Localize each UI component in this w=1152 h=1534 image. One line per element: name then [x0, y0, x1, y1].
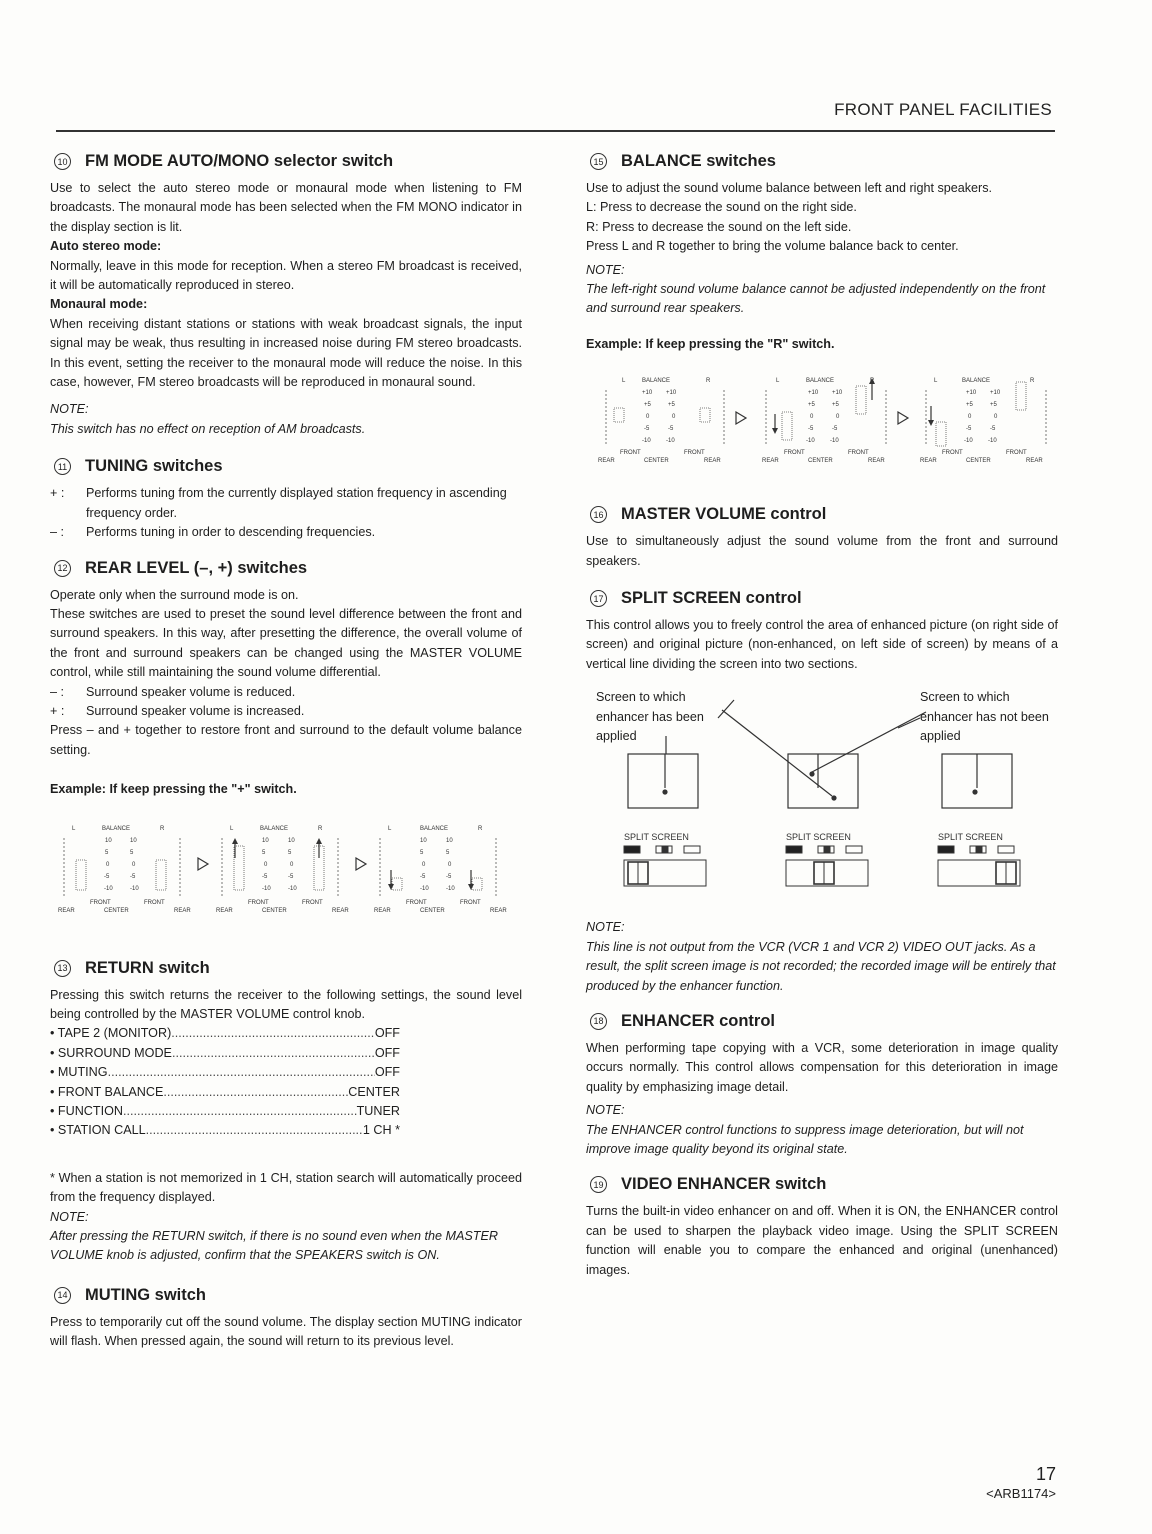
svg-text:-5: -5 [420, 873, 426, 880]
circled-number: 16 [590, 506, 607, 523]
bullet-item: – : Surround speaker volume is reduced. [50, 684, 296, 699]
section-enhancer [586, 1012, 1058, 1159]
arrow-right-icon [736, 412, 746, 424]
subheading: Auto stereo mode: [50, 239, 162, 254]
page-number: 17 [1035, 1464, 1056, 1484]
example-heading: Example: If keep pressing the "R" switch. [586, 336, 835, 351]
paragraph: Normally, leave in this mode for reception. When a stereo FM broadcast is received, it will be automatically reproduced in stereo. [50, 258, 522, 293]
svg-text:CENTER: CENTER [262, 907, 287, 914]
paragraph: R: Press to decrease the sound on the left side. [586, 219, 852, 234]
svg-text:R: R [706, 378, 711, 385]
svg-text:0: 0 [836, 414, 840, 421]
svg-text:-5: -5 [668, 426, 674, 433]
section-title: 15 BALANCE switches [586, 152, 1058, 171]
split-screen-label: SPLIT SCREEN [624, 832, 689, 843]
svg-text:CENTER: CENTER [966, 458, 991, 465]
arrow-right-icon [198, 858, 208, 870]
svg-text:0: 0 [672, 414, 676, 421]
svg-text:-5: -5 [104, 873, 110, 880]
paragraph: Press L and R together to bring the volume balance back to center. [586, 239, 959, 254]
svg-text:L: L [622, 378, 626, 385]
svg-text:R: R [1030, 378, 1035, 385]
svg-text:-10: -10 [642, 438, 651, 445]
svg-text:5: 5 [130, 849, 134, 856]
svg-text:REAR: REAR [332, 907, 349, 914]
example-heading: Example: If keep pressing the "+" switch. [50, 782, 297, 797]
document-code: <ARB1174> [986, 1486, 1056, 1501]
circled-number: 17 [590, 590, 607, 607]
note-text: This line is not output from the VCR (VCR 1 and VCR 2) VIDEO OUT jacks. As a result, the split screen image is not recorded; the recorded image will be entirely that produced by the enhancer function. [586, 939, 1056, 993]
svg-text:0: 0 [968, 414, 972, 421]
svg-text:-10: -10 [830, 438, 839, 445]
note-heading: NOTE: [586, 920, 625, 935]
svg-text:+10: +10 [990, 390, 1001, 397]
return-settings-list [50, 1024, 522, 1140]
circled-number: 11 [54, 458, 71, 475]
svg-text:10: 10 [105, 837, 112, 844]
svg-text:REAR: REAR [704, 458, 721, 465]
svg-text:10: 10 [130, 837, 137, 844]
circled-number: 12 [54, 560, 71, 577]
svg-text:REAR: REAR [598, 458, 615, 465]
section-fm-mode [50, 152, 522, 439]
svg-text:+5: +5 [990, 402, 997, 409]
svg-text:-5: -5 [288, 873, 294, 880]
bullet-item: + : Surround speaker volume is increased. [50, 703, 305, 718]
svg-text:+5: +5 [644, 402, 651, 409]
paragraph: When performing tape copying with a VCR, some deterioration in image quality occurs normally. This control allows compensation for this deterioration in image quality by emphasizing image detail. [586, 1040, 1058, 1094]
svg-text:-5: -5 [966, 426, 972, 433]
tv-screen [788, 754, 858, 808]
svg-text:+10: +10 [642, 390, 653, 397]
svg-text:R: R [318, 825, 323, 832]
list-item: • FRONT BALANCE ..... CENTER [50, 1083, 400, 1102]
bullet-item: + : Performs tuning from the currently displayed station frequency in ascending frequency order. [50, 486, 507, 520]
level-display-diagram [50, 808, 522, 938]
circled-number: 10 [54, 153, 71, 170]
svg-text:0: 0 [132, 861, 136, 868]
section-title: 12 REAR LEVEL (–, +) switches [50, 559, 522, 578]
svg-text:5: 5 [105, 849, 109, 856]
svg-text:FRONT: FRONT [406, 899, 427, 906]
svg-text:0: 0 [646, 414, 650, 421]
paragraph: Use to adjust the sound volume balance between left and right speakers. [586, 181, 993, 195]
svg-text:CENTER: CENTER [104, 907, 129, 914]
svg-text:FRONT: FRONT [942, 450, 963, 457]
svg-text:FRONT: FRONT [684, 450, 705, 457]
section-balance [586, 152, 1058, 487]
svg-text:REAR: REAR [174, 907, 191, 914]
split-screen-label: SPLIT SCREEN [938, 832, 1003, 843]
svg-text:+10: +10 [966, 390, 977, 397]
diagram-text: BALANCE [102, 825, 131, 832]
list-item: • STATION CALL ..... 1 CH * [50, 1121, 400, 1140]
balance-diagram [586, 362, 1058, 487]
svg-text:-5: -5 [446, 873, 452, 880]
circled-number: 18 [590, 1013, 607, 1030]
svg-text:-10: -10 [988, 438, 997, 445]
section-split-screen [586, 589, 1058, 996]
section-title: 10 FM MODE AUTO/MONO selector switch [50, 152, 522, 171]
subheading: Monaural mode: [50, 297, 148, 312]
svg-text:FRONT: FRONT [90, 899, 111, 906]
paragraph: These switches are used to preset the sound level difference between the front and surround speakers. In this way, after presetting the difference, the overall volume of the front and surround speakers can be changed using the MASTER VOLUME control, while still maintaining the sound volume differential. [50, 606, 522, 680]
svg-text:REAR: REAR [216, 907, 233, 914]
svg-text:-5: -5 [808, 426, 814, 433]
svg-text:-5: -5 [644, 426, 650, 433]
svg-text:0: 0 [106, 861, 110, 868]
svg-text:L: L [388, 825, 392, 832]
svg-text:+5: +5 [832, 402, 839, 409]
svg-text:FRONT: FRONT [248, 899, 269, 906]
svg-text:0: 0 [994, 414, 998, 421]
bullet-item: – : Performs tuning in order to descending frequencies. [50, 525, 376, 540]
svg-text:-10: -10 [104, 885, 113, 892]
section-rear-level [50, 559, 522, 943]
svg-text:-10: -10 [964, 438, 973, 445]
svg-text:+5: +5 [668, 402, 675, 409]
svg-text:L: L [776, 378, 780, 385]
svg-text:FRONT: FRONT [302, 899, 323, 906]
svg-text:BALANCE: BALANCE [962, 378, 991, 385]
svg-text:5: 5 [420, 849, 424, 856]
circled-number: 15 [590, 153, 607, 170]
paragraph: When receiving distant stations or stations with weak broadcast signals, the input signal may be weak, thus resulting in increased noise during FM stereo broadcasts. In this event, setting the receiver to the monaural mode will reduce the noise. In this case, however, FM stereo broadcasts will be reproduced in monaural sound. [50, 316, 522, 390]
note-heading: NOTE: [50, 1209, 89, 1224]
label-enhanced: Screen to which enhancer has been applied [596, 690, 704, 744]
note-heading: NOTE: [586, 262, 625, 277]
svg-text:0: 0 [264, 861, 268, 868]
svg-text:REAR: REAR [490, 907, 507, 914]
note-heading: NOTE: [50, 402, 89, 417]
note-text: This switch has no effect on reception of AM broadcasts. [50, 421, 366, 436]
note-heading: NOTE: [586, 1103, 625, 1118]
svg-text:CENTER: CENTER [644, 458, 669, 465]
svg-text:-10: -10 [262, 885, 271, 892]
rear-level-diagram [50, 808, 522, 943]
svg-text:0: 0 [448, 861, 452, 868]
list-item: • MUTING ..... OFF [50, 1063, 400, 1082]
svg-text:FRONT: FRONT [1006, 450, 1027, 457]
svg-text:REAR: REAR [58, 907, 75, 914]
circled-number: 13 [54, 960, 71, 977]
section-title: 17 SPLIT SCREEN control [586, 589, 1058, 608]
svg-text:L: L [934, 378, 938, 385]
section-title: 19 VIDEO ENHANCER switch [586, 1175, 1058, 1194]
section-title: 14 MUTING switch [50, 1286, 522, 1305]
svg-text:-10: -10 [420, 885, 429, 892]
svg-text:10: 10 [262, 837, 269, 844]
svg-text:5: 5 [262, 849, 266, 856]
svg-text:CENTER: CENTER [808, 458, 833, 465]
svg-text:REAR: REAR [1026, 458, 1043, 465]
arrow-right-icon [898, 412, 908, 424]
arrow-down-icon [928, 420, 934, 426]
header-rule [56, 130, 1055, 132]
svg-text:FRONT: FRONT [784, 450, 805, 457]
svg-text:REAR: REAR [762, 458, 779, 465]
circled-number: 14 [54, 1287, 71, 1304]
section-title: 11 TUNING switches [50, 457, 522, 476]
paragraph: Use to simultaneously adjust the sound volume from the front and surround speakers. [586, 534, 1058, 568]
diagram-text: L [72, 825, 76, 832]
svg-text:FRONT: FRONT [848, 450, 869, 457]
paragraph: Pressing this switch returns the receiver to the following settings, the sound level being controlled by the MASTER VOLUME control knob. [50, 987, 522, 1021]
paragraph: Press – and + together to restore front and surround to the default volume balance setting. [50, 723, 522, 757]
section-video-enhancer [586, 1175, 1058, 1280]
split-slider [624, 860, 706, 886]
svg-text:+10: +10 [832, 390, 843, 397]
list-item: • TAPE 2 (MONITOR) ..... OFF [50, 1024, 400, 1043]
svg-text:+10: +10 [666, 390, 677, 397]
svg-text:10: 10 [288, 837, 295, 844]
svg-text:5: 5 [288, 849, 292, 856]
arrow-down-icon [468, 884, 474, 890]
balance-display-diagram [586, 362, 1058, 482]
svg-text:BALANCE: BALANCE [806, 378, 835, 385]
svg-text:BALANCE: BALANCE [260, 825, 289, 832]
svg-text:REAR: REAR [374, 907, 391, 914]
paragraph: This control allows you to freely control the area of enhanced picture (on right side of screen) and original picture (non-enhanced, on left side of screen) by means of a vertical line dividing the screen into two sections. [586, 618, 1058, 671]
svg-text:5: 5 [446, 849, 450, 856]
section-return [50, 959, 522, 1266]
svg-text:-5: -5 [990, 426, 996, 433]
page-header: FRONT PANEL FACILITIES [834, 100, 1052, 119]
svg-text:CENTER: CENTER [420, 907, 445, 914]
arrow-right-icon [356, 858, 366, 870]
tv-screen [628, 754, 698, 808]
svg-text:BALANCE: BALANCE [420, 825, 449, 832]
svg-text:L: L [230, 825, 234, 832]
svg-text:-10: -10 [288, 885, 297, 892]
svg-text:-5: -5 [130, 873, 136, 880]
svg-text:R: R [478, 825, 483, 832]
section-master-volume [586, 505, 1058, 571]
svg-text:+5: +5 [966, 402, 973, 409]
arrow-down-icon [772, 428, 778, 434]
paragraph: L: Press to decrease the sound on the right side. [586, 200, 857, 215]
section-title: 18 ENHANCER control [586, 1012, 1058, 1031]
left-column [50, 152, 522, 1364]
label-not-enhanced: Screen to which enhancer has not been applied [920, 690, 1049, 744]
split-slider [786, 860, 868, 886]
note-text: After pressing the RETURN switch, if there is no sound even when the MASTER VOLUME knob is adjusted, confirm that the SPEAKERS switch is ON. [50, 1229, 498, 1263]
circled-number: 19 [590, 1176, 607, 1193]
svg-text:+10: +10 [808, 390, 819, 397]
svg-text:-10: -10 [446, 885, 455, 892]
right-column [586, 152, 1058, 1292]
paragraph: Operate only when the surround mode is on. [50, 587, 299, 602]
svg-text:REAR: REAR [868, 458, 885, 465]
svg-text:-10: -10 [806, 438, 815, 445]
svg-text:FRONT: FRONT [144, 899, 165, 906]
section-muting [50, 1286, 522, 1352]
svg-text:FRONT: FRONT [620, 450, 641, 457]
svg-text:REAR: REAR [920, 458, 937, 465]
section-title: 13 RETURN switch [50, 959, 522, 978]
split-slider [938, 860, 1020, 886]
list-item: • SURROUND MODE ..... OFF [50, 1044, 400, 1063]
diagram-text: R [160, 825, 165, 832]
footnote: * When a station is not memorized in 1 CH, station search will automatically proceed from the frequency displayed. [50, 1170, 522, 1205]
svg-text:-5: -5 [262, 873, 268, 880]
arrow-up-icon [316, 838, 322, 844]
svg-text:-5: -5 [832, 426, 838, 433]
arrow-up-icon [232, 838, 238, 844]
svg-text:0: 0 [422, 861, 426, 868]
svg-text:BALANCE: BALANCE [642, 378, 671, 385]
paragraph: Turns the built-in video enhancer on and off. When it is ON, the ENHANCER control can be used to sharpen the playback video image. Using the SPLIT SCREEN function will enable you to compare the enhanced and original (unenhanced) images. [586, 1204, 1058, 1277]
arrow-down-icon [388, 884, 394, 890]
split-screen-label: SPLIT SCREEN [786, 832, 851, 843]
note-text: The ENHANCER control functions to suppress image deterioration, but will not improve image quality beyond its original state. [586, 1122, 1024, 1156]
svg-text:10: 10 [446, 837, 453, 844]
paragraph: Use to select the auto stereo mode or monaural mode when listening to FM broadcasts. The monaural mode has been selected when the FM MONO indicator in the display section is lit. [50, 181, 522, 234]
split-screen-figure [586, 688, 1058, 938]
svg-text:+5: +5 [808, 402, 815, 409]
svg-text:0: 0 [290, 861, 294, 868]
section-tuning [50, 457, 522, 542]
split-screen-diagram [586, 688, 1058, 938]
note-text: The left-right sound volume balance cannot be adjusted independently on the front and surround rear speakers. [586, 282, 1046, 316]
svg-text:FRONT: FRONT [460, 899, 481, 906]
section-title: 16 MASTER VOLUME control [586, 505, 1058, 524]
svg-text:-10: -10 [130, 885, 139, 892]
svg-text:-10: -10 [666, 438, 675, 445]
paragraph: Press to temporarily cut off the sound volume. The display section MUTING indicator will flash. When pressed again, the sound will return to its previous level. [50, 1314, 522, 1349]
svg-text:0: 0 [810, 414, 814, 421]
list-item: • FUNCTION ..... TUNER [50, 1102, 400, 1121]
svg-text:10: 10 [420, 837, 427, 844]
